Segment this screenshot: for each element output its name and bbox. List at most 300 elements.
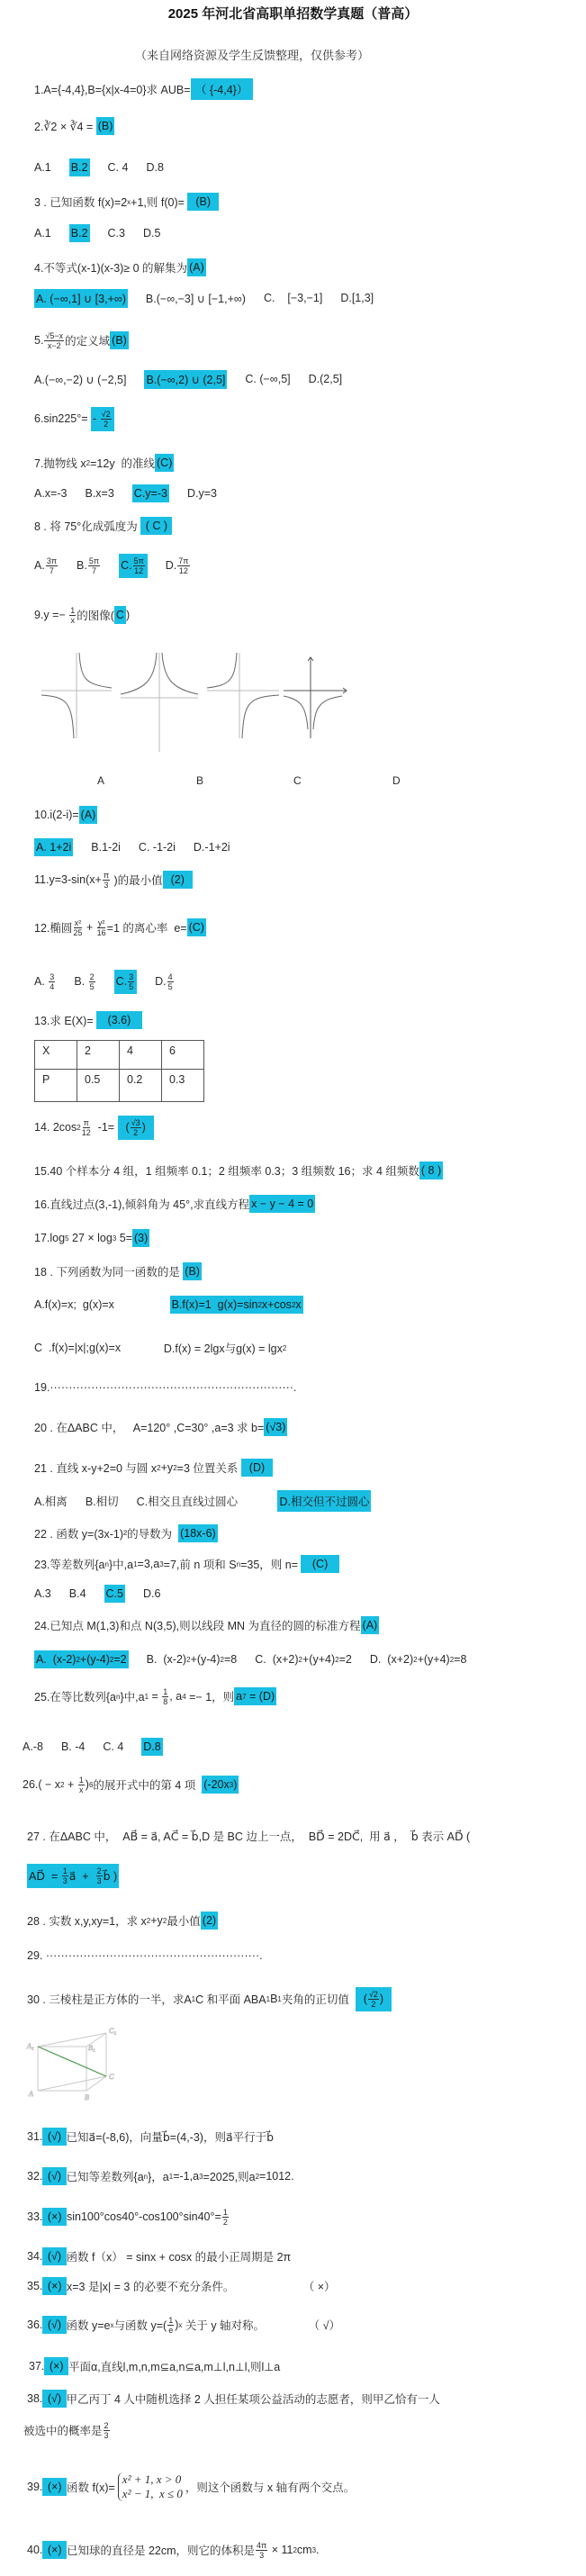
question-line — [34, 516, 172, 536]
graph-b — [121, 653, 198, 752]
option-choice: D.y=3 — [186, 487, 217, 500]
text: + — [83, 921, 96, 934]
fraction — [104, 2421, 110, 2440]
text: C. — [121, 559, 132, 572]
superscript: 2 — [291, 1300, 296, 1309]
text: (√3) — [266, 1421, 286, 1433]
answer-highlight — [42, 2478, 67, 2496]
text: - — [93, 412, 100, 425]
text: C.y=-3 — [133, 487, 167, 500]
question-line — [34, 1554, 339, 1574]
question-continuation — [23, 2420, 111, 2440]
fraction-denominator: x — [79, 1785, 84, 1794]
fraction — [73, 918, 82, 937]
option-choice: C.3 — [107, 227, 125, 240]
question-continuation — [27, 1866, 119, 1885]
option-choice — [147, 1653, 238, 1666]
fraction-denominator: 12 — [178, 565, 188, 575]
option-choice: D.-1+2i — [193, 841, 230, 854]
answer-highlight — [110, 331, 129, 349]
text: =35，则 n= — [240, 1559, 302, 1571]
fraction-numerator: 1 — [222, 2207, 228, 2217]
option-choice: B.相切 — [85, 1496, 119, 1508]
text: +(y-4) — [79, 1653, 110, 1666]
answer-highlight — [42, 2247, 66, 2265]
option-choice: A.相离 — [34, 1496, 68, 1508]
text: (×) — [44, 2544, 65, 2556]
text: }，a — [148, 2171, 169, 2183]
question-text: 平面α,直线l,m,n,m⊆a,n⊆a,m⊥l,n⊥l,则l⊥a — [68, 2361, 281, 2373]
question-text: 函数 f（x） = sinx + cosx 的最小正周期是 2π — [66, 2251, 292, 2264]
text: b⃗ ) — [103, 1869, 118, 1883]
fraction-denominator: 5 — [89, 981, 95, 991]
table-row — [35, 1041, 204, 1070]
distribution-table — [34, 1040, 204, 1102]
option-choice: D.6 — [142, 1587, 161, 1600]
text: B. — [77, 559, 87, 572]
question-text — [34, 331, 110, 350]
fraction-numerator: 3 — [129, 972, 134, 981]
subscript: 2 — [255, 2172, 260, 2181]
question-text — [34, 1556, 301, 1572]
answer-highlight — [42, 2128, 66, 2146]
case: x² − 1, x ≤ 0 — [122, 2487, 183, 2500]
fraction — [162, 1687, 168, 1706]
text: B.(−∞,2) ∪ (2,5] — [146, 373, 226, 386]
text: C.5 — [105, 1587, 123, 1600]
text: =2 — [338, 1653, 352, 1666]
answer-highlight — [249, 1195, 315, 1213]
fraction-numerator: 2 — [96, 1866, 102, 1876]
question-line — [34, 1228, 149, 1248]
text: AD⃗ = — [29, 1869, 61, 1883]
superscript: 2 — [76, 1655, 80, 1664]
text: D.相交但不过圆心 — [279, 1496, 370, 1508]
answer-highlight — [27, 1864, 119, 1888]
answer-highlight — [96, 1011, 142, 1029]
question-text: 已知a⃗=(-8,6)，向量b⃗=(4,-3)，则a⃗平行于b⃗ — [66, 2131, 275, 2144]
option-choice: C. 4 — [103, 1740, 124, 1753]
fraction-numerator: 1 — [62, 1866, 68, 1876]
text: B. (x-2) — [146, 1653, 187, 1666]
label-b: B — [85, 2093, 89, 2101]
question-text: x=3 是|x| = 3 的必要不充分条件。 （ ×） — [66, 2281, 336, 2293]
question-text: 16.直线过点(3,-1),倾斜角为 45°,求直线方程 — [34, 1198, 250, 1211]
question-line — [27, 2472, 356, 2500]
text: a — [236, 1690, 243, 1703]
text: ) — [379, 1993, 390, 2005]
option-choice: B.(−∞,−3] ∪ [−1,+∞) — [145, 292, 246, 305]
fraction — [49, 972, 55, 991]
question-text: 15.40 个样本分 4 组，1 组频率 0.1；2 组频率 0.3；3 组频数 16；求 4 组频数 — [34, 1165, 419, 1178]
subscript: 3 — [199, 2172, 203, 2181]
option-choice: C. [−3,−1] — [263, 292, 323, 304]
fraction-denominator: 5 — [167, 981, 173, 991]
question-line — [34, 1417, 287, 1437]
answer-highlight — [419, 1161, 443, 1180]
fraction-denominator: 3 — [104, 880, 109, 890]
text: 与函数 y=( — [113, 2319, 167, 2332]
answer-highlight — [42, 2541, 67, 2559]
text: (√) — [44, 2130, 65, 2143]
text: =-1,a — [173, 2170, 200, 2183]
question-line — [34, 1378, 296, 1397]
superscript: 3 — [311, 2545, 317, 2554]
text: =12y 的准线 — [90, 457, 156, 470]
subscript: 1 — [277, 1994, 282, 2003]
question-text: 1.A={-4,4},B={x|x-4=0}求 AUB= — [34, 84, 191, 96]
a1c-segment — [38, 2047, 106, 2076]
question-line — [34, 1523, 218, 1543]
options-row — [34, 556, 209, 575]
question-text — [67, 2541, 320, 2560]
text: (A) — [362, 1619, 378, 1631]
graph-label-c: C — [293, 774, 302, 787]
fraction-numerator: y² — [97, 917, 105, 927]
answer-highlight — [361, 1616, 380, 1634]
text: 的展开式中的第 4 项 — [93, 1779, 203, 1792]
text: + — [64, 1778, 77, 1791]
fraction-numerator: √2 — [101, 409, 111, 419]
superscript: 6 — [88, 1780, 94, 1789]
question-text: 6.sin225°= — [34, 412, 92, 425]
options-row — [34, 223, 178, 243]
text: A. — [34, 975, 49, 988]
question-text — [23, 2421, 111, 2440]
option-choice: A.(−∞,−2) ∪ (−2,5] — [34, 373, 127, 386]
text: A. — [34, 559, 45, 572]
answer-highlight — [42, 2277, 67, 2295]
options-row — [34, 1650, 484, 1669]
fraction-denominator: 12 — [81, 1127, 91, 1137]
answer-highlight — [119, 554, 148, 578]
question-text — [67, 2316, 340, 2335]
fraction-numerator: 1 — [70, 605, 76, 615]
subscript: n — [104, 1559, 109, 1568]
text: 12.椭圆 — [34, 922, 73, 935]
fraction — [78, 1776, 85, 1794]
question-line — [34, 192, 219, 212]
answer-highlight — [202, 1776, 239, 1794]
subscript: n — [143, 2172, 149, 2181]
fraction — [101, 410, 112, 429]
text: }中,a — [108, 1559, 134, 1571]
question-text: 24.已知点 M(1,3)和点 N(3,5),则以线段 MN 为直径的圆的标准方程 — [34, 1620, 361, 1632]
answer-highlight — [114, 606, 126, 624]
answer-highlight — [44, 2357, 68, 2375]
subscript: 3 — [112, 1234, 117, 1243]
question-line — [34, 1615, 379, 1635]
answer-highlight — [118, 1116, 154, 1140]
text: ，则这个函数与 x 轴有两个交点。 — [185, 2481, 356, 2494]
fraction-numerator: 5π — [133, 556, 144, 565]
answer-highlight — [69, 224, 90, 242]
fraction-numerator: 3π — [46, 556, 58, 565]
answer-highlight — [264, 1418, 287, 1436]
question-text: 27 . 在ΔABC 中， AB⃗ = a⃗, AC⃗ = b⃗,D 是 BC 边上一点， BD⃗ = 2DC⃗, 用 a⃗ ， b⃗ 表示 AD⃗ ( — [27, 1830, 471, 1843]
answer-highlight — [114, 970, 138, 994]
answer-highlight — [132, 484, 169, 502]
question-text: 37. — [29, 2360, 45, 2373]
text: ( — [356, 1993, 367, 2005]
text: D.f(x) = 2lgx与g(x) = lgx — [163, 1342, 283, 1355]
label-a: A — [29, 2090, 33, 2098]
fraction — [103, 871, 110, 890]
table-cell: 0.3 — [162, 1070, 204, 1102]
fraction — [62, 1866, 68, 1885]
answer-highlight — [163, 871, 193, 889]
fraction-denominator: 2 — [133, 1127, 139, 1137]
question-text — [67, 2168, 294, 2184]
text: (3.6) — [98, 1014, 140, 1026]
text: =3 位置关系 — [176, 1462, 241, 1475]
text: (D) — [242, 1461, 272, 1474]
option-choice — [34, 972, 56, 991]
question-line — [29, 2356, 280, 2376]
superscript: 2 — [186, 1655, 191, 1664]
question-line — [27, 2389, 440, 2409]
question-line — [34, 1458, 273, 1478]
answer-highlight — [155, 454, 174, 472]
text: cm — [296, 2544, 312, 2556]
fraction — [133, 556, 145, 575]
text: ( — [119, 1121, 130, 1134]
superscript: x — [110, 2320, 114, 2329]
answer-highlight — [104, 1585, 125, 1603]
graph-label-d: D — [392, 774, 401, 787]
text: = (D) — [246, 1690, 275, 1703]
page-subtitle: （来自网络资源及学生反馈整理，仅供参考） — [135, 49, 370, 62]
fraction-denominator: 8 — [163, 1696, 168, 1706]
subscript: n — [236, 1559, 241, 1568]
text: (3) — [134, 1232, 149, 1244]
question-text: 10.i(2-i)= — [34, 809, 79, 821]
option-choice: C. 4 — [107, 161, 129, 174]
options-row — [34, 1295, 321, 1315]
superscript: 2 — [413, 1655, 418, 1664]
text: D. — [155, 975, 167, 988]
text: (B) — [97, 120, 113, 132]
answer-highlight — [301, 1555, 338, 1573]
question-text: 31. — [27, 2130, 43, 2143]
text: C. — [115, 975, 128, 988]
option-choice — [370, 1653, 467, 1666]
question-line — [34, 1261, 202, 1281]
text: A. (x-2) — [36, 1653, 77, 1666]
fraction — [177, 556, 189, 575]
question-text — [34, 918, 187, 937]
text: 已知球的直径是 22cm，则它的体积是 — [66, 2544, 256, 2557]
superscript: 2 — [335, 1655, 339, 1664]
question-text: 22 . 函数 y=(3x-1)²的导数为 — [34, 1528, 179, 1541]
question-text: 29. ·························································. — [27, 1949, 263, 1962]
answer-highlight — [170, 1296, 303, 1314]
fraction-denominator: x−2 — [47, 340, 61, 350]
fraction-denominator: 2 — [222, 2217, 228, 2227]
text: C. (x+2) — [255, 1653, 299, 1666]
text: ) — [85, 1778, 89, 1791]
subscript: 1 — [266, 1994, 271, 2003]
text: (×) — [46, 2360, 67, 2373]
option-choice: A.f(x)=x; g(x)=x — [34, 1298, 152, 1311]
superscript: 2 — [77, 1123, 81, 1132]
question-line — [27, 2540, 320, 2560]
question-line — [34, 1117, 154, 1137]
options-row — [34, 1338, 304, 1358]
fraction — [44, 331, 64, 350]
question-line — [34, 409, 114, 429]
text: 7.抛物线 x — [34, 457, 86, 470]
text: × 11 — [268, 2544, 293, 2556]
superscript: 2 — [220, 1655, 224, 1664]
fraction — [46, 556, 58, 575]
table-cell: 4 — [120, 1041, 162, 1070]
option-choice: D.5 — [142, 227, 161, 240]
text: (√) — [44, 2250, 65, 2263]
table-cell: 0.2 — [120, 1070, 162, 1102]
question-text — [34, 1118, 118, 1137]
fraction — [167, 2316, 174, 2335]
answer-highlight — [42, 2390, 66, 2408]
text: 14. 2cos — [34, 1121, 77, 1134]
option-choice: D.8 — [146, 161, 164, 174]
question-line — [34, 258, 206, 277]
option-choice — [255, 1653, 352, 1666]
fraction — [89, 972, 95, 991]
subscript: 4 — [182, 1692, 186, 1701]
question-text: 38. — [27, 2392, 43, 2405]
answer-highlight — [187, 258, 206, 276]
option-choice: C.相交且直线过圆心 — [136, 1496, 260, 1508]
question-text — [34, 871, 163, 890]
question-text — [34, 1687, 234, 1706]
question-line — [27, 2246, 291, 2266]
fraction — [368, 1990, 379, 2009]
question-line — [27, 1946, 263, 1966]
question-line — [23, 1775, 239, 1794]
table-cell: P — [35, 1070, 77, 1102]
fraction — [222, 2208, 229, 2227]
question-text: 2.∛2 × ∛4 = — [34, 120, 96, 133]
text: )的最小值 — [111, 874, 163, 887]
text: B.2 — [70, 161, 88, 174]
answer-highlight — [34, 1650, 129, 1668]
fraction-denominator: 4 — [50, 981, 55, 991]
option-choice: A.-8 — [23, 1740, 43, 1753]
fraction-numerator: 4 — [167, 972, 173, 981]
superscript: 2 — [293, 2545, 297, 2554]
text: ) — [233, 1778, 238, 1791]
subscript: 1 — [191, 1994, 196, 2003]
label-c: C — [109, 2073, 114, 2081]
table-cell: 2 — [77, 1041, 120, 1070]
text: }中,a — [120, 1691, 145, 1704]
question-line — [34, 605, 130, 625]
superscript: x — [127, 197, 131, 206]
text: =3,a — [137, 1558, 160, 1570]
option-choice: C. (−∞,5] — [245, 373, 291, 385]
fraction-denominator: 2 — [371, 1999, 376, 2009]
fraction-denominator: 3 — [259, 2550, 265, 2560]
text: (B) — [189, 195, 217, 208]
text: 25.在等比数列{a — [34, 1691, 117, 1704]
fraction — [131, 1118, 141, 1137]
subscript: 5 — [65, 1234, 69, 1243]
fraction-numerator: 7π — [178, 556, 189, 565]
text: (×) — [44, 2280, 65, 2292]
answer-highlight — [183, 1262, 202, 1280]
prism-figure — [25, 2024, 124, 2105]
option-choice: A.1 — [34, 227, 51, 240]
text: (√) — [44, 2170, 65, 2183]
superscript: 2 — [157, 1463, 161, 1472]
text: 的定义域 — [65, 335, 111, 348]
text: +(y+4) — [417, 1653, 450, 1666]
text: 5= — [116, 1232, 133, 1244]
text: (B) — [185, 1265, 200, 1278]
subscript: 1 — [133, 1559, 138, 1568]
text: C — [115, 609, 124, 621]
text: =7,前 n 项和 S — [163, 1559, 237, 1571]
question-text — [67, 2208, 230, 2227]
text: 9.y =− — [34, 609, 69, 621]
options-row — [34, 369, 360, 389]
question-line — [27, 2315, 340, 2335]
text: a⃗ + — [68, 1869, 95, 1883]
option-choice: A.1 — [34, 161, 51, 174]
question-text: 36. — [27, 2318, 43, 2331]
subscript: 3 — [159, 1559, 164, 1568]
question-text: 34. — [27, 2250, 43, 2263]
subscript: 7 — [242, 1692, 247, 1701]
text: (A) — [189, 261, 204, 274]
question-text: 4.不等式(x-1)(x-3)≥ 0 的解集为 — [34, 262, 188, 275]
answer-highlight — [191, 78, 253, 100]
option-choice — [155, 972, 175, 991]
subscript: 1 — [168, 2172, 174, 2181]
text: 的图像( — [77, 610, 114, 622]
question-line — [34, 453, 174, 473]
answer-highlight — [144, 370, 227, 389]
question-text — [34, 1232, 132, 1244]
answer-highlight — [141, 1738, 162, 1756]
fraction-numerator: π — [83, 1117, 89, 1127]
text: 3 . 已知函数 f(x)=2 — [34, 196, 128, 209]
text: D. (x+2) — [369, 1653, 414, 1666]
answer-highlight — [42, 2167, 66, 2185]
label-b1: B₁ — [88, 2044, 95, 2052]
text: 最小值 — [167, 1915, 201, 1928]
question-text — [34, 455, 155, 471]
question-text: 19.·································································. — [34, 1381, 297, 1394]
text: ) — [141, 1121, 152, 1134]
options-row — [34, 288, 392, 308]
fraction-numerator: 1 — [168, 2315, 174, 2325]
question-text — [27, 1912, 201, 1929]
option-choice: D.(2,5] — [308, 373, 343, 385]
text: =2 — [113, 1653, 127, 1666]
text: (C) — [157, 456, 173, 469]
question-text — [27, 1991, 356, 2007]
fraction-denominator: e — [168, 2325, 174, 2335]
fraction-denominator: 25 — [73, 927, 83, 937]
superscript: 2 — [146, 1916, 151, 1925]
text: (B) — [112, 334, 127, 347]
subscript: 1 — [144, 1692, 149, 1701]
graph-a — [41, 653, 112, 738]
option-choice: B.1-2i — [91, 841, 121, 854]
text: 被选中的概率是 — [23, 2425, 103, 2437]
